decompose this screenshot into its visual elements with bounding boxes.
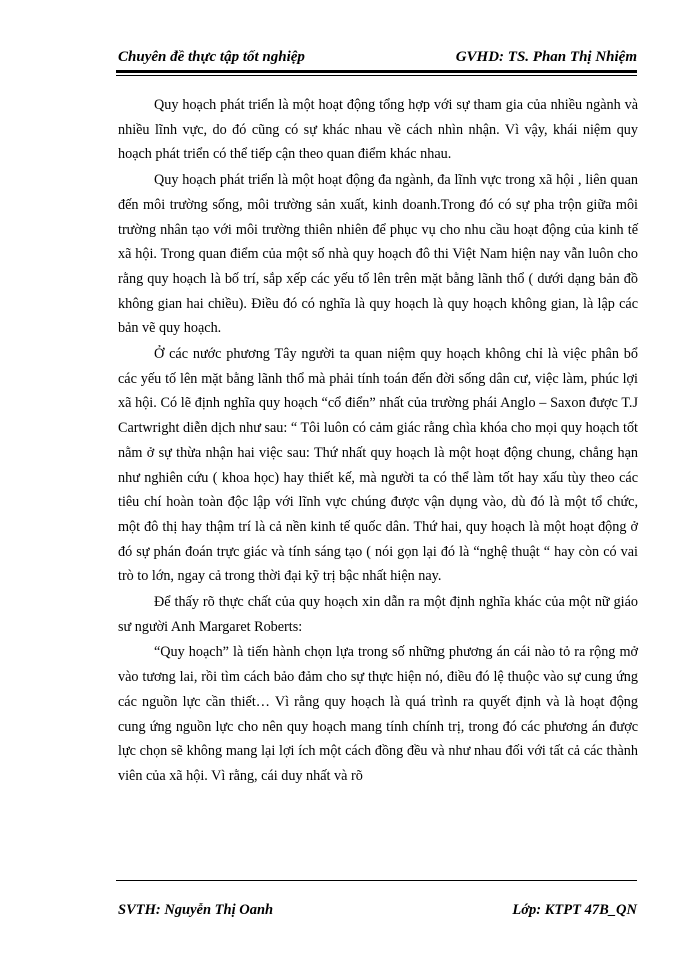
footer-student: SVTH: Nguyễn Thị Oanh xyxy=(118,902,274,918)
footer-rule xyxy=(116,880,637,881)
paragraph-2: Quy hoạch phát triển là một hoạt động đa ngành, đa lĩnh vực trong xã hội , liên quan đến môi trường sống, môi trường sản xuất, kinh doanh.Trong đó có sự pha trộn giữa môi trường nhân tạo với môi trường thiên nhiên để phục vụ cho nhu cầu hoạt động của kinh tế xã hội. Trong quan điểm của một số nhà quy hoạch đô thi Việt Nam hiện nay vẫn luôn cho rằng quy hoạch là bố trí, sắp xếp các yếu tố lên trên mặt bằng lãnh thổ ( dưới dạng bản đồ không gian hai chiều). Điều đó có nghĩa là quy hoạch là quy hoạch không gian, là lập các bản vẽ quy hoạch. xyxy=(118,172,638,337)
paragraph-1: Quy hoạch phát triển là một hoạt động tổng hợp với sự tham gia của nhiều ngành và nhiều lĩnh vực, do đó cũng có sự khác nhau về cách nhìn nhận. Vì vậy, khái niệm quy hoạch phát triển có thể tiếp cận theo quan điểm khác nhau. xyxy=(118,97,638,163)
page-header xyxy=(118,49,637,66)
footer-class: Lớp: KTPT 47B_QN xyxy=(512,902,637,918)
header-thesis-title: Chuyên đề thực tập tốt nghiệp xyxy=(118,49,305,65)
page-footer xyxy=(118,902,637,919)
header-supervisor: GVHD: TS. Phan Thị Nhiệm xyxy=(455,49,637,65)
paragraph-4: Để thấy rõ thực chất của quy hoạch xin dẫn ra một định nghĩa khác của một nữ giáo sư người Anh Margaret Roberts: xyxy=(118,594,638,635)
header-rule-thick xyxy=(116,70,637,73)
header-rule-thin xyxy=(116,75,637,76)
paragraph-3: Ở các nước phương Tây người ta quan niệm quy hoạch không chỉ là việc phân bổ các yếu tố lên mặt bằng lãnh thổ mà phải tính toán đến đời sống dân cư, việc làm, phúc lợi xã hội. Có lẽ định nghĩa quy hoạch “cổ điển” nhất của trường phái Anglo – Saxon được T.J Cartwright diễn dịch như sau: “ Tôi luôn có cảm giác rằng chìa khóa cho mọi quy hoạch tốt nằm ở sự thừa nhận hai việc sau: Thứ nhất quy hoạch là một hoạt động chung, chẳng hạn như nghiên cứu ( khoa học) hay thiết kế, mà người ta có thể làm tốt hay xấu tùy theo các tiêu chí hoàn toàn độc lập với lĩnh vực chúng được vận dụng vào, dù đó là một tổ chức, một đô thị hay thậm trí là cả nền kinh tế quốc dân. Thứ hai, quy hoạch là một hoạt động ở đó sự phán đoán trực giác và tính sáng tạo ( nói gọn lại đó là “nghệ thuật “ hay còn có vai trò to lớn, ngay cả trong thời đại kỹ trị bậc nhất hiện nay. xyxy=(118,346,638,585)
body-text xyxy=(118,93,638,789)
paragraph-5: “Quy hoạch” là tiến hành chọn lựa trong số những phương án cái nào tỏ ra rộng mở vào tương lai, rồi tìm cách bảo đảm cho sự thực hiện nó, điều đó lệ thuộc vào sự cung ứng các nguồn lực cần thiết… Vì rằng quy hoạch là quá trình ra quyết định và là hoạt động cung ứng nguồn lực cho nên quy hoạch mang tính chính trị, trong đó các phương án được lực chọn sẽ không mang lại lợi ích một cách đồng đều và như nhau đối với tất cả các thành viên của xã hội. Vì rằng, cái duy nhất và rõ xyxy=(118,644,638,784)
